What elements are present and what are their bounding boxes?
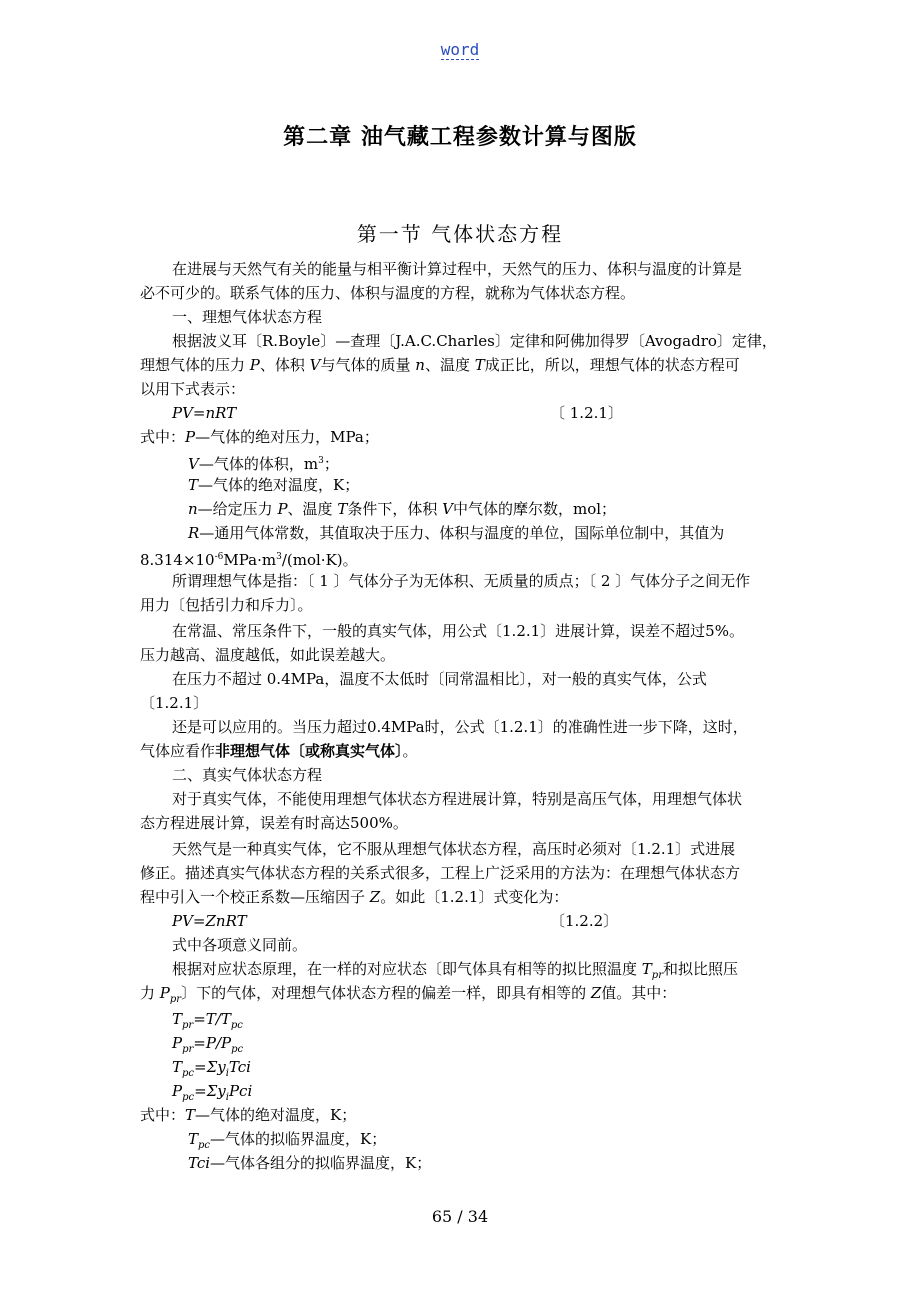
text: =T/T [193, 1010, 231, 1028]
paragraph-line [140, 886, 568, 908]
symbol: Tci [188, 1154, 211, 1172]
text: 8.314×10 [140, 551, 215, 569]
paragraph-line: 态方程进展计算，误差有时高达500%。 [140, 814, 408, 832]
paragraph-line: 必不可少的。联系气体的压力、体积与温度的方程，就称为气体状态方程。 [140, 284, 636, 302]
text: 气体应看作 [140, 742, 216, 760]
text: /(mol·K)。 [281, 551, 358, 569]
text: 式中： [140, 428, 186, 446]
symbol: T [474, 356, 485, 374]
superscript: 3 [318, 456, 324, 466]
bold-term: 非理想气体〔或称真实气体〕 [215, 742, 403, 760]
text: MPa·m [223, 551, 277, 569]
paragraph-line: 对于真实气体，不能使用理想气体状态方程进展计算，特别是高压气体，用理想气体状 [172, 790, 743, 808]
symbol: P [172, 1082, 183, 1100]
subscript: pr [169, 994, 182, 1005]
text: —气体各组分的拟临界温度，K； [210, 1154, 432, 1172]
text: 式中： [140, 1106, 186, 1124]
symbol: Z [590, 984, 602, 1002]
subscript: pc [198, 1140, 211, 1151]
where-line [140, 1104, 356, 1126]
text: 、温度 [287, 500, 338, 518]
heading-real-gas: 二、真实气体状态方程 [172, 766, 323, 784]
symbol: P [249, 356, 260, 374]
paragraph-line: 〔1.2.1〕 [140, 694, 209, 712]
where-line [188, 1152, 431, 1174]
subscript: pr [651, 970, 663, 981]
symbol: V [188, 455, 199, 473]
symbol: T [188, 1130, 199, 1148]
symbol: V [309, 356, 321, 374]
equation-number: 〔1.2.2〕 [550, 912, 619, 930]
paragraph-line: 根据波义耳〔R.Boyle〕—查理〔J.A.C.Charles〕定律和阿佛加得罗〔Avogadro〕定律， [172, 332, 777, 350]
text: —通用气体常数，其值取决于压力、体积与温度的单位，国际单位制中，其值为 [199, 524, 725, 542]
text: 、温度 [424, 356, 475, 374]
symbol: P [159, 984, 170, 1002]
subscript: pc [182, 1092, 195, 1103]
heading-ideal-gas: 一、理想气体状态方程 [172, 308, 323, 326]
text: —气体的绝对温度，K； [195, 1106, 357, 1124]
where-line [188, 450, 339, 475]
paragraph-line: 在常温、常压条件下，一般的真实气体，用公式〔1.2.1〕进展计算，误差不超过5%。 [172, 622, 744, 640]
symbol: T [337, 500, 348, 518]
text: 〕下的气体，对理想气体状态方程的偏差一样，即具有相等的 [181, 984, 591, 1002]
text: 程中引入一个校正系数—压缩因子 [140, 888, 370, 906]
text: —气体的绝对温度，K； [198, 476, 360, 494]
paragraph-line: 在压力不超过 0.4MPa，温度不太低时〔同常温相比〕，对一般的真实气体，公式 [172, 670, 707, 688]
paragraph-line: 天然气是一种真实气体，它不服从理想气体状态方程，高压时必须对〔1.2.1〕式进展 [172, 840, 736, 858]
superscript: -6 [214, 552, 224, 562]
paragraph-line [140, 740, 418, 762]
paragraph-line: 所谓理想气体是指：〔 1 〕气体分子为无体积、无质量的质点；〔 2 〕气体分子之间无作 [172, 572, 751, 590]
subscript: pc [182, 1068, 195, 1079]
where-line [188, 498, 616, 520]
symbol: P [277, 500, 288, 518]
paragraph-line: 在进展与天然气有关的能量与相平衡计算过程中，天然气的压力、体积与温度的计算是 [172, 260, 743, 278]
text: 与气体的质量 [320, 356, 416, 374]
symbol: T [185, 1106, 196, 1124]
text: =Σy [194, 1058, 226, 1076]
symbol: Z [369, 888, 381, 906]
paragraph-line: 还是可以应用的。当压力超过0.4MPa时，公式〔1.2.1〕的准确性进一步下降，这时， [172, 718, 748, 736]
paragraph-line: 式中各项意义同前。 [172, 936, 308, 954]
subscript: i [225, 1092, 229, 1103]
text: 。 [402, 742, 418, 760]
superscript: 3 [276, 552, 282, 562]
symbol: T [172, 1010, 183, 1028]
text: 和拟比照压 [662, 960, 738, 978]
subscript: pc [231, 1044, 244, 1055]
text: =P/P [193, 1034, 232, 1052]
subscript: pr [182, 1020, 194, 1031]
paragraph-line: 压力越高、温度越低，如此误差越大。 [140, 646, 396, 664]
symbol: V [442, 500, 453, 518]
text: 、体积 [259, 356, 310, 374]
equation-1-2-1: PV=nRT [172, 404, 237, 422]
symbol: T [172, 1058, 183, 1076]
text: 根据对应状态原理，在一样的对应状态〔即气体具有相等的拟比照温度 [172, 960, 642, 978]
equation-number: 〔 1.2.1〕 [550, 404, 623, 422]
symbol: T [188, 476, 199, 494]
where-line [188, 474, 359, 496]
text: Tci [228, 1058, 251, 1076]
paragraph-line: 修正。描述真实气体状态方程的关系式很多，工程上广泛采用的方法为：在理想气体状态方 [140, 864, 741, 882]
text: 值。其中： [601, 984, 677, 1002]
where-line [140, 546, 358, 571]
where-line [188, 522, 724, 544]
symbol: R [188, 524, 200, 542]
subscript: pc [230, 1020, 243, 1031]
symbol: n [188, 500, 198, 518]
text: —气体的绝对压力，MPa； [195, 428, 379, 446]
text: 理想气体的压力 [140, 356, 250, 374]
header [0, 40, 920, 59]
paragraph-line [140, 982, 676, 1011]
equation-1-2-2: PV=ZnRT [172, 912, 247, 930]
paragraph-line: 用力〔包括引力和斥力〕。 [140, 596, 313, 614]
text: 。如此〔1.2.1〕式变化为： [380, 888, 569, 906]
text: —给定压力 [197, 500, 278, 518]
text: 条件下，体积 [347, 500, 443, 518]
symbol: P [185, 428, 196, 446]
subscript: i [225, 1068, 229, 1079]
text: 成正比，所以，理想气体的状态方程可 [484, 356, 740, 374]
text: =Σy [194, 1082, 226, 1100]
text: —气体的体积，m [198, 455, 319, 473]
text: Pci [228, 1082, 253, 1100]
chapter-title: 第二章 油气藏工程参数计算与图版 [283, 125, 637, 150]
paragraph-line: 以用下式表示： [140, 380, 246, 398]
subscript: pr [182, 1044, 194, 1055]
text: 力 [140, 984, 160, 1002]
paragraph-line [140, 354, 740, 376]
text: ； [323, 455, 339, 473]
symbol: P [172, 1034, 183, 1052]
text: 中气体的摩尔数，mol； [452, 500, 617, 518]
header-word-link[interactable]: word [440, 40, 480, 59]
section-title: 第一节 气体状态方程 [356, 222, 564, 246]
text: —气体的拟临界温度，K； [210, 1130, 387, 1148]
symbol: n [415, 356, 425, 374]
page-number: 65 / 34 [431, 1207, 489, 1226]
where-line [140, 426, 379, 448]
symbol: T [641, 960, 652, 978]
